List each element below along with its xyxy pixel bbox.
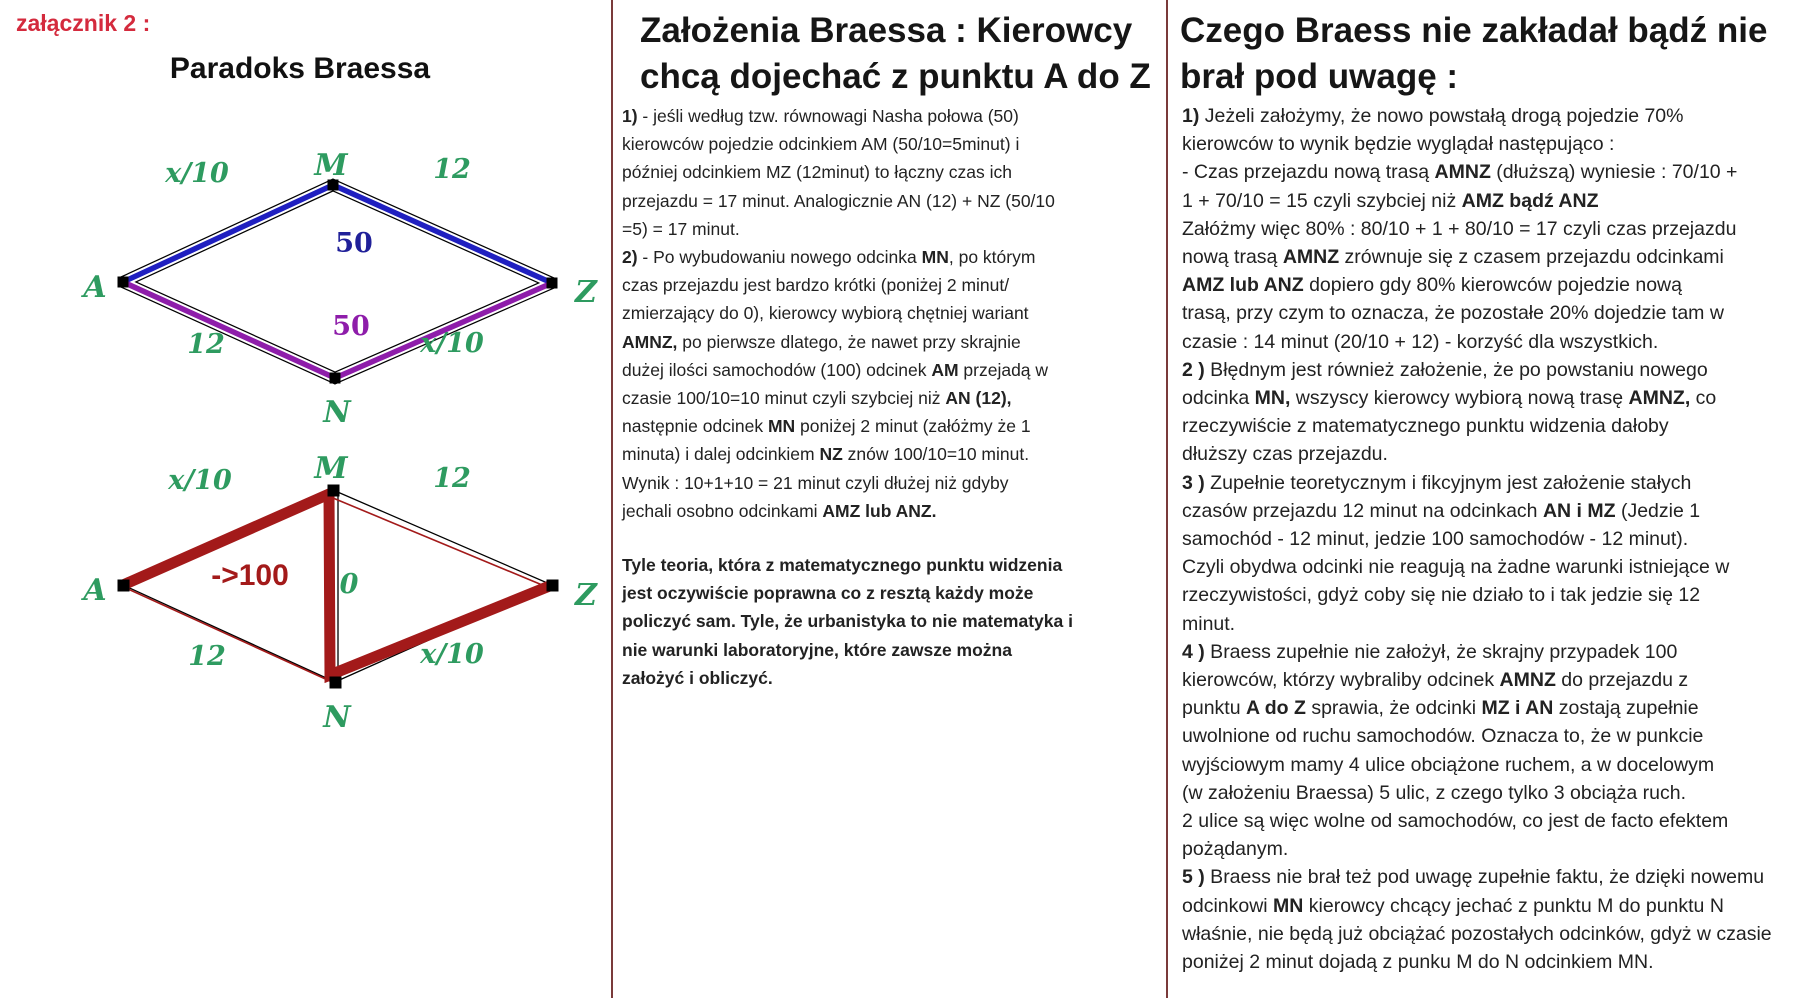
node-label-n: N <box>323 700 351 735</box>
objection-2: 2 ) Błędnym jest również założenie, że po powstaniu nowego odcinka MN, wszyscy kierowcy wybiorą nową trasę AMNZ, co rzeczywiście z matematycznego punktu widzenia dałoby dłuższy czas przejazdu. <box>1182 358 1717 466</box>
edge-an-unused <box>128 589 332 682</box>
node-z-marker <box>547 278 558 289</box>
assumption-2: 2) - Po wybudowaniu nowego odcinka MN, po którym czas przejazdu jest bardzo krótki (poniżej 2 minut/ zmierzający do 0), kierowcy wybiorą chętniej wariant AMNZ, po pierwsze dlatego, że nawet przy skrajnie dużej ilości samochodów (100) odcinek AM przejadą w czasie 100/10=10 minut czyli szybciej niż AN (12), następnie odcinek MN poniżej 2 minut (załóżmy że 1 minuta) i dalej odcinkiem NZ znów 100/10=10 minut. Wynik : 10+1+10 = 21 minut czyli dłużej niż gdyby jechali osobno odcinkami AMZ lub ANZ. <box>622 247 1049 521</box>
right-column-title: Czego Braess nie zakładał bądź nie brał pod uwagę : <box>1180 11 1768 96</box>
column-divider <box>611 0 613 998</box>
edge-label-nz: x/10 <box>420 639 484 670</box>
theory-note: Tyle teoria, która z matematycznego punktu widzenia jest oczywiście poprawna co z resztą każdy może policzyć sam. Tyle, że urbanistyka to nie matematyka i nie warunki laboratoryjne, które zawsze można założyć i obliczyć. <box>622 555 1073 688</box>
node-m-marker <box>328 485 340 497</box>
node-n-marker <box>330 677 342 689</box>
middle-column-body <box>622 102 1170 692</box>
node-a-marker <box>118 277 129 288</box>
node-label-m: M <box>314 148 348 183</box>
node-label-z: Z <box>575 275 597 310</box>
middle-column-title: Założenia Braessa : Kierowcy chcą dojechać z punktu A do Z <box>640 11 1151 96</box>
edge-label-nz: x/10 <box>420 328 484 359</box>
node-label-z: Z <box>575 578 597 613</box>
objection-4: 4 ) Braess zupełnie nie założył, że skrajny przypadek 100 kierowców, którzy wybraliby odcinek AMNZ do przejazdu z punktu A do Z sprawia, że odcinki MZ i AN zostają zupełnie uwolnione od ruchu samochodów. Oznacza to, że w punkcie wyjściowym mamy 4 ulice obciążone ruchem, a w docelowym (w założeniu Braessa) 5 ulic, z czego tylko 3 obciąża ruch. 2 ulice są więc wolne od samochodów, co jest de facto efektem pożądanym. <box>1182 640 1729 861</box>
edge-label-mn: 0 <box>339 569 359 600</box>
attachment-label: załącznik 2 : <box>16 10 151 36</box>
flow-count-label: ->100 <box>211 559 289 592</box>
objection-1: 1) Jeżeli założymy, że nowo powstałą drogą pojedzie 70% kierowców to wynik będzie wyglądał następująco : - Czas przejazdu nową trasą AMNZ (dłuższą) wyniesie : 70/10 + 1 + 70/10 = 15 czyli szybciej niż AMZ bądź ANZ Załóżmy więc 80% : 80/10 + 1 + 80/10 = 17 czyli czas przejazdu nową trasą AMNZ zrównuje się z czasem przejazdu odcinkami AMZ lub ANZ dopiero gdy 80% kierowców pojedzie nową trasą, przy czym to oznacza, że pozostałe 20% dojedzie tam w czasie : 14 minut (20/10 + 12) - korzyść dla wszystkich. <box>1182 105 1738 353</box>
node-label-m: M <box>314 451 348 486</box>
flow-count-top: 50 <box>335 228 373 259</box>
page-title: Paradoks Braessa <box>169 52 431 85</box>
braess-diagram-after <box>0 435 612 735</box>
node-z-marker <box>547 580 559 592</box>
edge-mz-unused <box>333 498 547 587</box>
node-a-marker <box>118 580 130 592</box>
assumption-1: 1) - jeśli według tzw. równowagi Nasha połowa (50) kierowców pojedzie odcinkiem AM (50/10=5minut) i później odcinkiem MZ (12minut) to łączny czas ich przejazdu = 17 minut. Analogicznie AN (12) + NZ (50/10 =5) = 17 minut. <box>622 106 1055 239</box>
edge-label-an: 12 <box>188 641 226 672</box>
edge-label-am: x/10 <box>165 158 229 189</box>
objection-5: 5 ) Braess nie brał też pod uwagę zupełnie faktu, że dzięki nowemu odcinkowi MN kierowcy chcący jechać z punktu M do punktu N właśnie, nie będą już obciążać pozostałych odcinków, gdyż w czasie poniżej 2 minut dojadą z punku M do N odcinkiem MN. <box>1182 866 1772 974</box>
node-label-a: A <box>83 270 107 305</box>
objection-3: 3 ) Zupełnie teoretycznym i fikcyjnym jest założenie stałych czasów przejazdu 12 minut na odcinkach AN i MZ (Jedzie 1 samochód - 12 minut, jedzie 100 samochodów - 12 minut). Czyli obydwa odcinki nie reagują na żadne warunki istniejące w rzeczywistości, gdyż coby się nie działo to i tak jedzie się 12 minut. <box>1182 471 1730 635</box>
node-label-n: N <box>323 395 351 430</box>
edge-label-mz: 12 <box>433 463 471 494</box>
edge-label-mz: 12 <box>433 154 471 185</box>
node-n-marker <box>330 373 341 384</box>
braess-diagram-before <box>0 100 612 435</box>
edge-label-am: x/10 <box>168 465 232 496</box>
edge-label-an: 12 <box>187 329 225 360</box>
right-column-body <box>1182 102 1817 976</box>
flow-count-bottom: 50 <box>332 311 370 342</box>
node-label-a: A <box>83 573 107 608</box>
